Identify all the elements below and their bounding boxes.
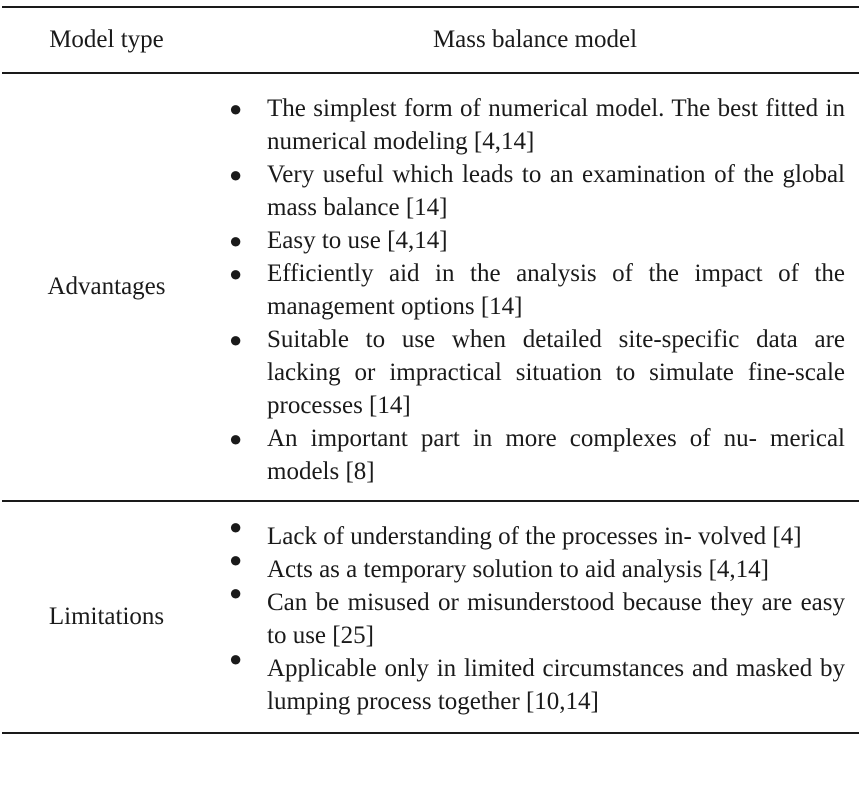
bullet-icon: ● [229, 547, 243, 572]
header-row [2, 7, 859, 73]
list-item: ● Very useful which leads to an examination of the global mass balance [14] [211, 158, 859, 224]
advantages-list [211, 92, 859, 488]
header-mass-balance-model: Mass balance model [432, 26, 638, 53]
bullet-icon: ● [229, 162, 243, 187]
comparison-table [2, 6, 859, 734]
list-item: ● Acts as a temporary solution to aid analysis [4,14] [211, 553, 859, 586]
advantages-label: Advantages [47, 273, 166, 300]
list-item: ● The simplest form of numerical model. The best fitted in numerical modeling [4,14] [211, 92, 859, 158]
limitations-list [211, 514, 859, 718]
limitations-cell [211, 501, 859, 733]
bullet-icon: ● [229, 514, 243, 539]
list-item: ● Lack of understanding of the processes in- volved [4] [211, 520, 859, 553]
list-item: ● Applicable only in limited circumstances and masked by lumping process together [10,14] [211, 652, 859, 718]
list-item: ● An important part in more complexes of nu- merical models [8] [211, 422, 859, 488]
list-item: ● Easy to use [4,14] [211, 224, 859, 257]
advantages-cell [211, 73, 859, 501]
bullet-icon: ● [229, 580, 243, 605]
bullet-icon: ● [229, 228, 243, 253]
advantages-row [2, 73, 859, 501]
bullet-icon: ● [229, 426, 243, 451]
limitations-label: Limitations [48, 603, 165, 630]
list-item: ● Efficiently aid in the analysis of the impact of the management options [14] [211, 257, 859, 323]
header-model-type: Model type [49, 26, 164, 53]
bullet-icon: ● [229, 646, 243, 671]
list-item: ● Suitable to use when detailed site-specific data are lacking or impractical situation to simulate fine-scale processes [14] [211, 323, 859, 422]
bullet-icon: ● [229, 327, 243, 352]
limitations-row [2, 501, 859, 733]
bullet-icon: ● [229, 261, 243, 286]
bullet-icon: ● [229, 96, 243, 121]
list-item: ● Can be misused or misunderstood because they are easy to use [25] [211, 586, 859, 652]
